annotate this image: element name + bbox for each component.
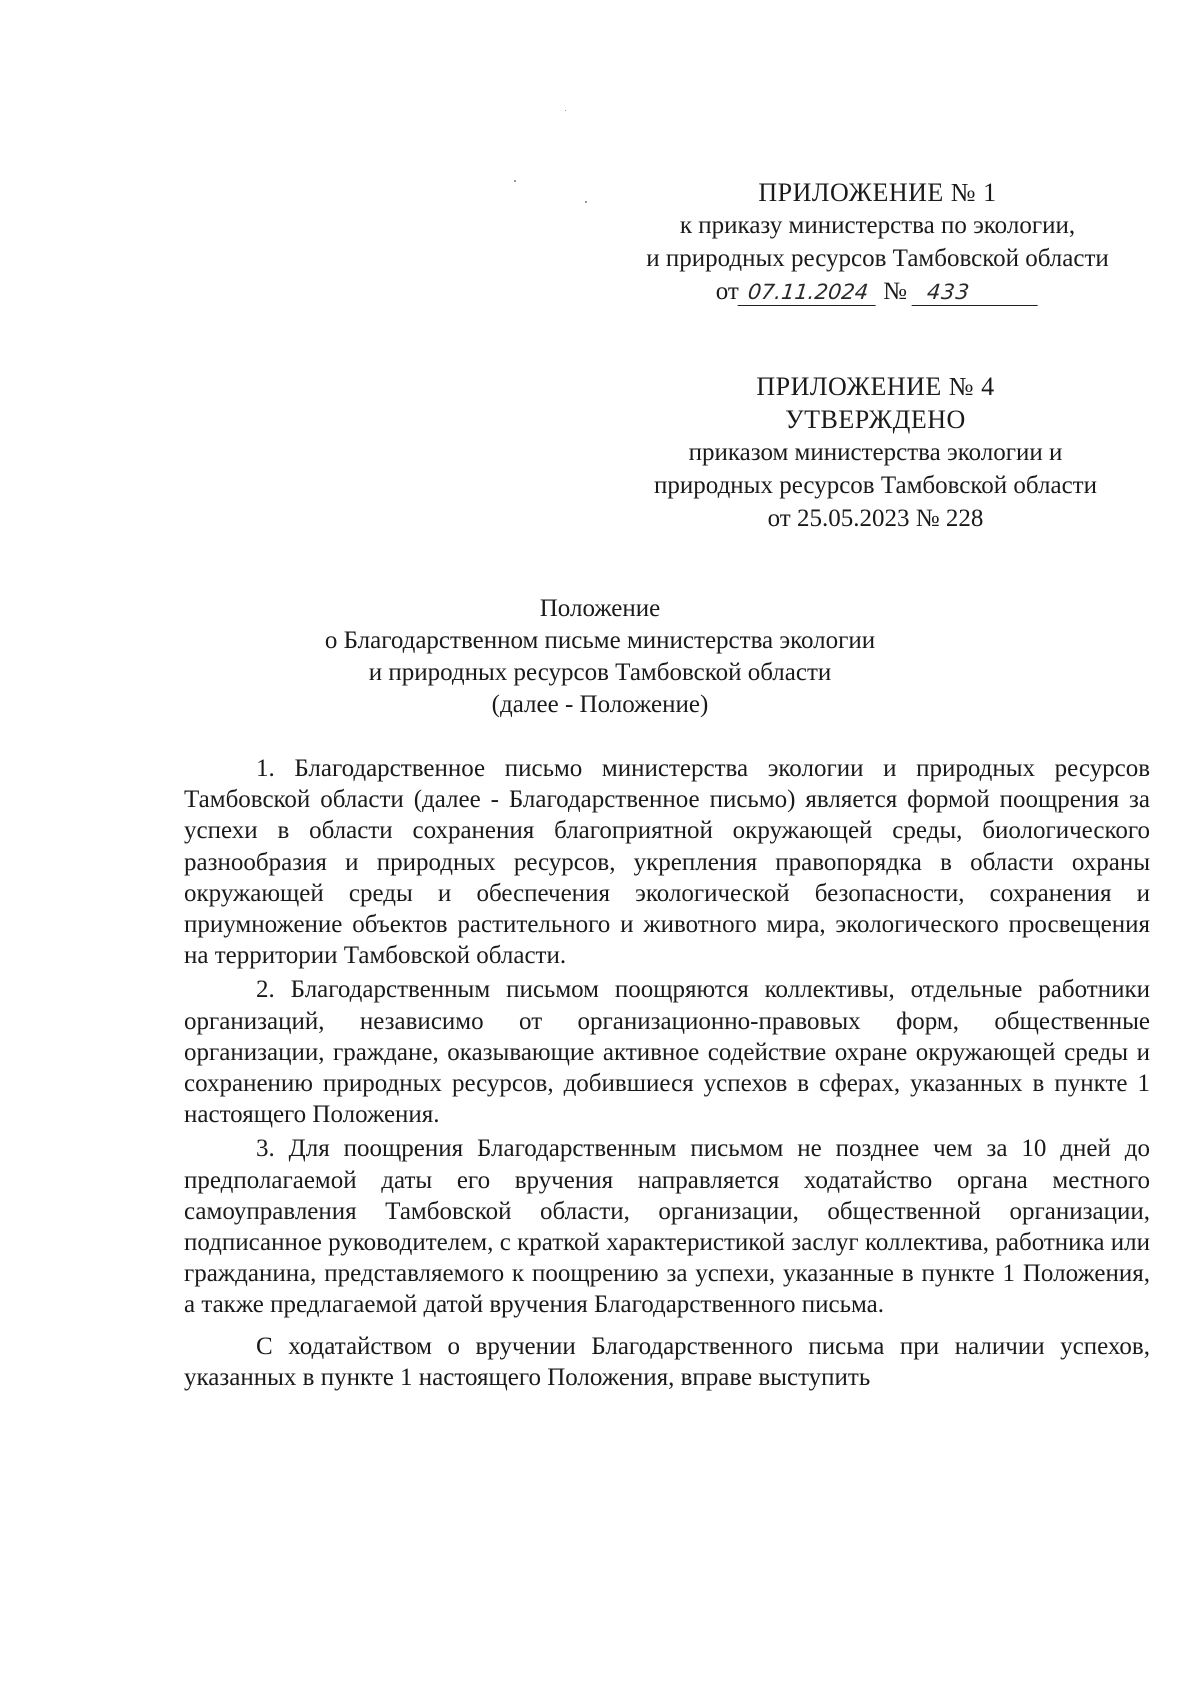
paragraph-1: 1. Благодарственное письмо министерства экологии и природных ресурсов Тамбовской области (далее - Благодарственное письмо) является формой поощрения за успехи в области сохранения благоприятной окружающей среды, биологического разнообразия и природных ресурсов, укрепления правопорядка в области охраны окружающей среды и обеспечения экологической безопасности, сохранения и приумножение объектов растительного и животного мира, экологического просвещения на территории Тамбовской области. [184,755,1150,970]
handwritten-date: 07.11.2024 [737,279,878,306]
annex-1-date-number-line [716,275,1039,308]
document-title [300,593,900,721]
annex-4-title: ПРИЛОЖЕНИЕ № 4 [756,372,995,401]
annex-4-ministry-line: природных ресурсов Тамбовской области [654,472,1097,499]
scan-speck [514,180,516,182]
annex-4-header [633,370,1118,535]
annex-1-header [620,176,1135,308]
scan-speck [565,110,566,111]
document-title-line-1: Положение [539,595,661,622]
document-body [184,753,1150,1396]
scan-speck [585,201,587,203]
approved-label: УТВЕРЖДЕНО [785,405,966,434]
annex-1-order-line: к приказу министерства по экологии, [679,212,1076,239]
paragraph-2: 2. Благодарственным письмом поощряются коллективы, отдельные работники организаций, независимо от организационно-правовых форм, общественные организации, граждане, оказывающие активное содействие охране окружающей среды и сохранению природных ресурсов, добившиеся успехов в сферах, указанных в пункте 1 настоящего Положения. [184,976,1150,1129]
document-title-line-2: о Благодарственном письме министерства экологии [324,627,876,654]
annex-1-title: ПРИЛОЖЕНИЕ № 1 [758,178,997,207]
document-title-line-4: (далее - Положение) [491,691,709,718]
annex-4-date-number: от 25.05.2023 № 228 [767,505,984,532]
number-label: № [883,278,907,305]
paragraph-3: 3. Для поощрения Благодарственным письмом не позднее чем за 10 дней до предполагаемой даты его вручения направляется ходатайство органа местного самоуправления Тамбовской области, организации, общественной организации, подписанное руководителем, с краткой характеристикой заслуг коллектива, работника или гражданина, представляемого к поощрению за успехи, указанные в пункте 1 Положения, а также предлагаемой датой вручения Благодарственного письма. [184,1135,1150,1319]
annex-4-order-line: приказом министерства экологии и [688,439,1063,466]
from-label: от [715,278,739,305]
document-title-line-3: и природных ресурсов Тамбовской области [368,659,832,686]
paragraph-4: С ходатайством о вручении Благодарственного письма при наличии успехов, указанных в пункте 1 настоящего Положения, вправе выступить [184,1332,1150,1391]
annex-1-ministry-line: и природных ресурсов Тамбовской области [646,245,1109,272]
handwritten-number: 433 [912,279,1041,306]
